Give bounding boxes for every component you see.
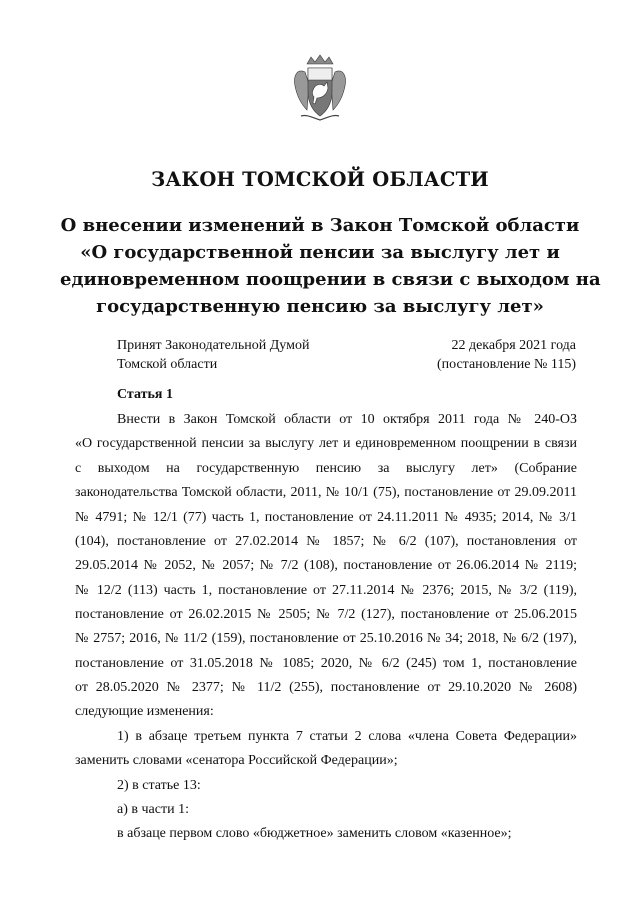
paragraph-line: № 12/2 (113) часть 1, постановление от 27.11.2014 № 2376; 2015, № 3/2 (119),: [75, 583, 577, 598]
coat-of-arms-icon: [291, 54, 349, 122]
paragraph-line: «О государственной пенсии за выслугу лет и единовременном поощрении в связи: [75, 436, 577, 451]
adopted-by-region: Томской области: [117, 357, 218, 372]
item-2a: а) в части 1:: [117, 802, 189, 817]
subtitle-line: О внесении изменений в Закон Томской области: [60, 215, 580, 236]
adoption-date-block: [437, 336, 576, 374]
item-2a-text: в абзаце первом слово «бюджетное» заменить словом «казенное»;: [117, 826, 512, 841]
law-title: ЗАКОН ТОМСКОЙ ОБЛАСТИ: [151, 168, 489, 191]
paragraph-line: с выходом на государственную пенсию за выслугу лет» (Собрание: [75, 461, 577, 476]
subtitle-line: «О государственной пенсии за выслугу лет и: [80, 242, 560, 263]
paragraph-line: 29.05.2014 № 2052, № 2057; № 7/2 (108), постановление от 26.06.2014 № 2119;: [75, 558, 577, 573]
adoption-info: [117, 336, 309, 374]
article-heading: Статья 1: [117, 387, 173, 402]
paragraph-line: следующие изменения:: [75, 704, 214, 719]
paragraph-line: Внести в Закон Томской области от 10 октября 2011 года № 240-ОЗ: [117, 412, 577, 427]
paragraph-line: № 4791; № 12/1 (77) часть 1, постановление от 24.11.2011 № 4935; 2014, № 3/1: [75, 510, 577, 525]
paragraph-line: постановление от 26.02.2015 № 2505; № 7/2 (127), постановление от 25.06.2015: [75, 607, 577, 622]
paragraph-line: законодательства Томской области, 2011, № 10/1 (75), постановление от 29.09.2011: [75, 485, 577, 500]
paragraph-line: (104), постановление от 27.02.2014 № 1857; № 6/2 (107), постановления от: [75, 534, 577, 549]
item-2: 2) в статье 13:: [117, 778, 201, 793]
paragraph-line: № 2757; 2016, № 11/2 (159), постановление от 25.10.2016 № 34; 2018, № 6/2 (197),: [75, 631, 577, 646]
law-subtitle: [60, 212, 601, 320]
item-1-line: 1) в абзаце третьем пункта 7 статьи 2 слова «члена Совета Федерации»: [117, 729, 577, 744]
item-1-line: заменить словами «сенатора Российской Федерации»;: [75, 753, 398, 768]
paragraph-line: постановление от 31.05.2018 № 1085; 2020, № 6/2 (245) том 1, постановление: [75, 656, 577, 671]
subtitle-line: единовременном поощрении в связи с выходом на: [60, 269, 601, 290]
resolution-number: (постановление № 115): [436, 357, 576, 372]
adoption-date: 22 декабря 2021 года: [451, 338, 576, 353]
paragraph-line: от 28.05.2020 № 2377; № 11/2 (255), постановление от 29.10.2020 № 2608): [75, 680, 577, 695]
subtitle-line: государственную пенсию за выслугу лет»: [96, 296, 544, 317]
adopted-by: Принят Законодательной Думой: [117, 338, 310, 353]
